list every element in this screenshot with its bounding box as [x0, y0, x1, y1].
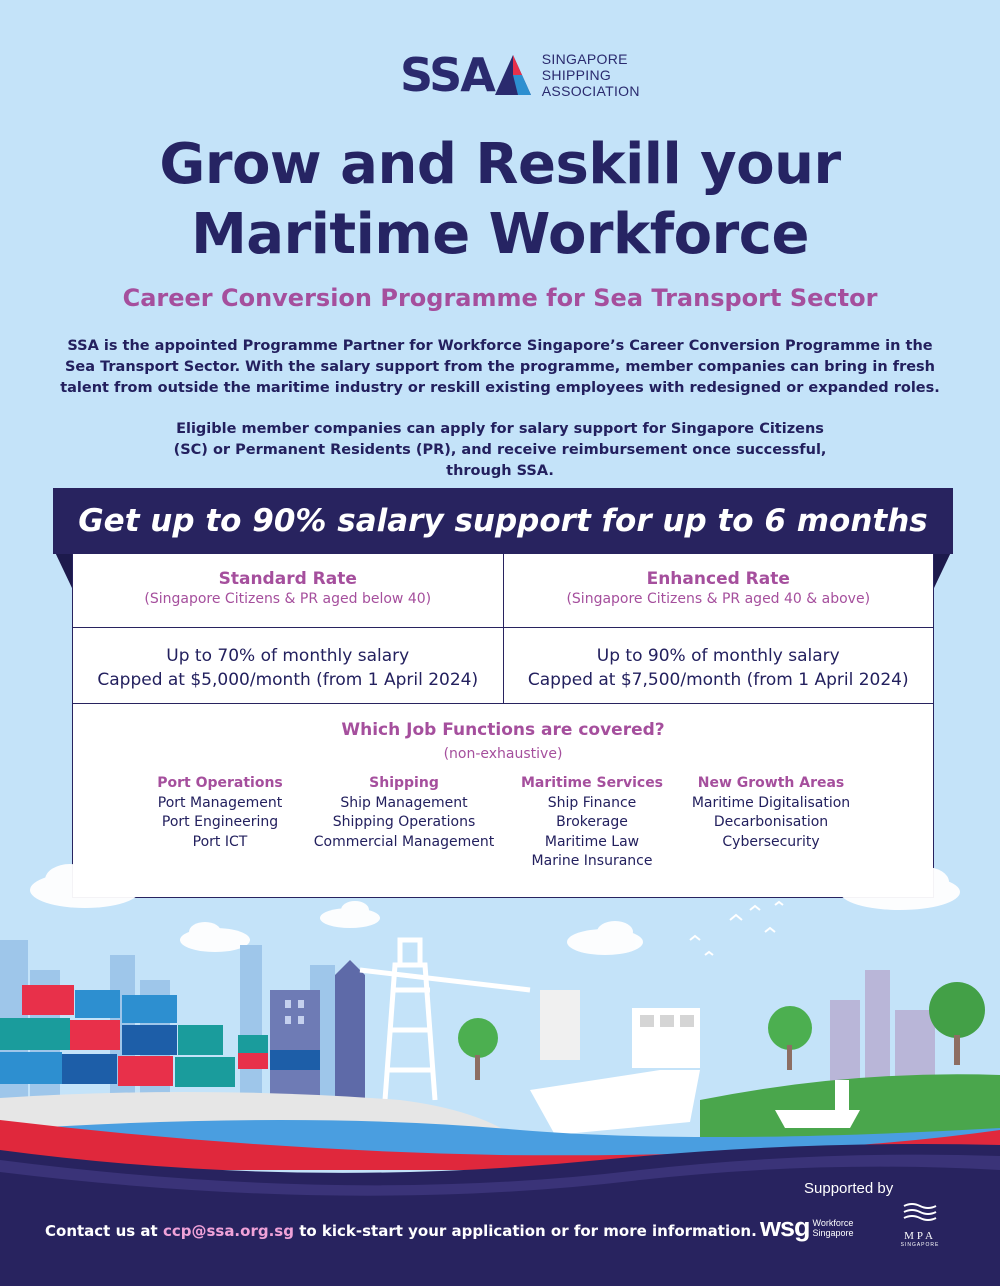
- job-heading: Maritime Services: [520, 775, 664, 791]
- logo-name-line: SHIPPING: [541, 67, 612, 83]
- mpa-waves-icon: [900, 1202, 940, 1224]
- wsg-name-line: Singapore: [812, 1227, 854, 1238]
- intro-paragraph: Eligible member companies can apply for salary support for Singapore Citizens (SC) or Permanent Residents (PR), and receive reimbursement once successful, through SSA.: [173, 421, 827, 479]
- job-item: Brokerage: [556, 814, 628, 830]
- job-item: Port Engineering: [161, 814, 279, 830]
- logo-triangle-icon: [494, 53, 532, 97]
- rate-title: Standard Rate: [218, 569, 357, 589]
- job-heading: New Growth Areas: [697, 775, 845, 791]
- job-column-new-growth-areas: [682, 774, 860, 872]
- page-title: [0, 130, 1000, 270]
- logo-name: [542, 51, 640, 99]
- job-functions: [73, 774, 933, 872]
- job-item: Commercial Management: [313, 833, 495, 850]
- job-item: Shipping Operations: [332, 814, 476, 830]
- title-line: Grow and Reskill your: [159, 132, 841, 197]
- rate-cap: Capped at $5,000/month (from 1 April 2024): [97, 670, 479, 690]
- green-land: [700, 1074, 1000, 1140]
- rate-enhanced: [503, 554, 934, 704]
- rate-cap: Capped at $7,500/month (from 1 April 2024): [527, 670, 909, 690]
- job-column-port-operations: [135, 774, 305, 872]
- job-item: Maritime Law: [544, 833, 640, 850]
- title-line: Maritime Workforce: [191, 202, 809, 267]
- rate-details: [73, 628, 503, 704]
- job-item: Marine Insurance: [531, 853, 653, 869]
- intro-paragraph: SSA is the appointed Programme Partner for Workforce Singapore’s Career Conversion Programme in the Sea Transport Sector. With the salary support from the programme, member companies can bring in fresh talent from outside the maritime industry or reskill existing employees with redesigned or expanded roles.: [60, 338, 940, 396]
- contact-line: [45, 1222, 757, 1240]
- job-item: Ship Management: [340, 794, 468, 811]
- rate-header: [504, 554, 934, 628]
- mpa-name: MPA: [904, 1230, 936, 1242]
- gantry-crane: [360, 940, 530, 1100]
- rate-header: [73, 554, 503, 628]
- page-subtitle: Career Conversion Programme for Sea Transport Sector: [122, 284, 878, 312]
- logo-mark-text: SSA: [400, 48, 494, 102]
- salary-banner: Get up to 90% salary support for up to 6 months: [53, 488, 953, 554]
- job-column-shipping: [306, 774, 502, 872]
- contact-suffix: to kick-start your application or for more information.: [299, 1222, 757, 1240]
- rate-title: Enhanced Rate: [646, 569, 790, 589]
- job-item: Maritime Digitalisation: [691, 794, 851, 811]
- job-item: Decarbonisation: [713, 814, 829, 830]
- supported-by-label: Supported by: [804, 1180, 894, 1197]
- rate-details: [504, 628, 934, 704]
- jobs-title: Which Job Functions are covered?: [341, 720, 665, 740]
- mpa-sub: SINGAPORE: [900, 1242, 940, 1248]
- rate-standard: [73, 554, 503, 704]
- wsg-mark: wsg: [760, 1212, 810, 1242]
- birds: [690, 902, 783, 955]
- wsg-logo: [760, 1212, 854, 1243]
- rate-percentage: Up to 70% of monthly salary: [166, 646, 410, 666]
- job-item: Cybersecurity: [722, 833, 820, 850]
- rates-table: [73, 554, 933, 704]
- logo-mark: [400, 48, 532, 102]
- mpa-logo: [890, 1202, 950, 1248]
- job-item: Port ICT: [192, 833, 248, 850]
- rate-eligibility: (Singapore Citizens & PR aged below 40): [144, 591, 432, 607]
- job-heading: Shipping: [369, 775, 439, 791]
- jobs-note: (non-exhaustive): [443, 746, 563, 762]
- contact-prefix: Contact us at: [45, 1222, 158, 1240]
- intro-text: [60, 336, 940, 482]
- job-item: Ship Finance: [547, 794, 637, 811]
- wsg-name: [813, 1218, 854, 1238]
- logo-name-line: ASSOCIATION: [541, 83, 640, 99]
- clouds: [30, 864, 960, 955]
- ssa-logo: [400, 48, 640, 102]
- rate-percentage: Up to 90% of monthly salary: [596, 646, 840, 666]
- job-item: Port Management: [157, 794, 283, 811]
- contact-email-link[interactable]: ccp@ssa.org.sg: [162, 1222, 294, 1240]
- rate-eligibility: (Singapore Citizens & PR aged 40 & above): [566, 591, 871, 607]
- job-column-maritime-services: [502, 774, 682, 872]
- logo-name-line: SINGAPORE: [541, 51, 628, 67]
- job-heading: Port Operations: [157, 775, 283, 791]
- container-ship: [530, 990, 700, 1135]
- programme-card: [72, 554, 934, 898]
- wsg-name-line: Workforce: [812, 1217, 854, 1228]
